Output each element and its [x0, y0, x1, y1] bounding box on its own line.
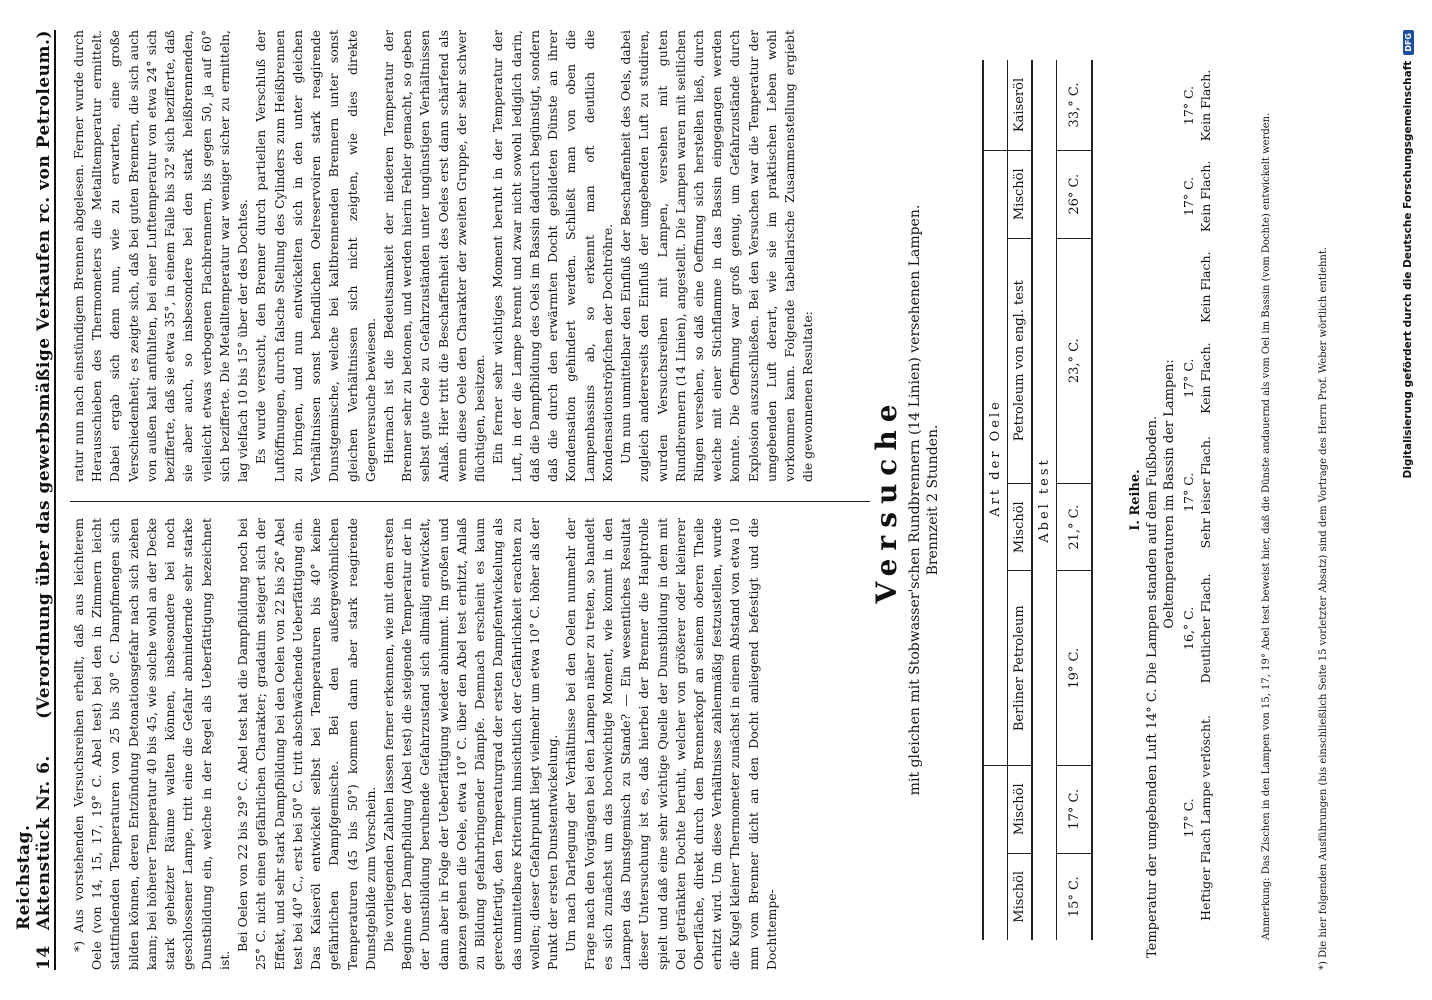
table-cell: 21,° C.	[1057, 483, 1093, 571]
table-cell: 16,° C.	[1181, 606, 1196, 650]
table-cell: Heftiger Flach Lampe verlöscht.	[1198, 714, 1213, 921]
reihe-line: Temperatur der umgebenden Luft 14° C. Die Lampen standen auf dem Fußboden.	[1145, 415, 1160, 958]
table-cell: 33,° C.	[1057, 60, 1093, 150]
table-cell: 17° C.	[1181, 472, 1196, 512]
text-columns	[70, 30, 850, 970]
column-header: Kaiseröl	[1008, 60, 1033, 150]
oil-results-table	[982, 60, 1093, 940]
table-cell: 26° C.	[1057, 150, 1093, 238]
right-column	[70, 30, 818, 482]
digitization-credit	[1402, 30, 1414, 970]
column-header: Petroleum von engl. test	[1008, 238, 1033, 483]
table-cell: 17° C.	[1181, 176, 1196, 216]
column-header: Mischöl	[1008, 765, 1033, 853]
table-header-spacer	[983, 765, 1008, 940]
dfg-logo-icon: DFG	[1403, 30, 1414, 55]
column-divider	[70, 501, 870, 502]
anmerkung-text: Das Zischen in den Lampen von 15, 17, 19° Abel test beweist hier, daß die Dünste andauernd als vom Oel im Bassin (vom Dochte) entwickelt werden.	[1261, 112, 1272, 875]
page-header	[14, 30, 56, 970]
table-cell: Kein Flach.	[1198, 160, 1213, 233]
header-left-title: Reichstag. Aktenstück Nr. 6.	[14, 755, 54, 930]
table-row	[1197, 60, 1214, 940]
paragraph: Ein ferner sehr wichtiges Moment beruht in der Temperatur der Luft, in der die Lampe brennt und zwar nicht sowohl lediglich darin, daß die Dampfbildung des Oels im Bassin dadurch begünstigt, sondern daß die durch den erwärmten Docht gebildeten Dünste an ihrer Kondensation gehindert werden. Schließt man von oben die Lampenbassins ab, so erkennt man oft deutlich die Kondensationströpfchen der Dochtröhre.	[490, 30, 615, 482]
paragraph: Um nach Darlegung der Verhältnisse bei den Oelen nunmehr der Frage nach den Vorgängen bei den Lampen näher zu treten, so handelt es sich zunächst um das hochwichtige Moment, wie kommt in den Lampen das Dunstgemisch zu Stande? — Ein wesentliches Resultat dieser Untersuchung ist es, daß hierbei der Brenner die Hauptrolle spielt und daß eine sehr wichtige Quelle der Dunstbildung in dem mit Oel getränkten Dochte beruht, welcher von größerer oder kleinerer Oberfläche, direkt durch den Brennerkopf an seinem oberen Theile erhitzt wird. Um diese Verhältnisse zahlenmäßig festzustellen, wurde die Kugel kleiner Thermometer zunächst in einem Abstand von etwa 10 mm vom Brenner dicht an den Docht anliegend befestigt und die Dochttempe-	[563, 518, 779, 970]
lamp-results-table	[1180, 60, 1214, 940]
table-row	[1057, 60, 1093, 940]
column-header: Mischöl	[1008, 483, 1033, 571]
versuche-subtitle: mit gleichen mit Stobwasser'schen Rundbrennern (14 Linien) versehenen Lampen.	[907, 204, 923, 796]
footnote: *) Die hier folgenden Ausführungen (bis einschließlich Seite 15 vorletzter Absatz) sind dem Vortrage des Herrn Prof. Weber wörtlich entlehnt.	[1318, 246, 1329, 970]
paragraph: *) Aus vorstehenden Versuchsreihen erhellt, daß aus leichterem Oele (von 14, 15, 17, 19° C. Abel test) bei den in Zimmern leicht stattfindenden Temperaturen von 25 bis 30° C. Dampfmengen sich bilden können, deren Entzündung Detonationsgefahr nach sich ziehen kann; bei höherer Temperatur 40 bis 45, wie solche wohl an der Decke stark geheizter Räume walten können, insbesondere bei noch geschlossener Lampe, tritt eine die Gefahr abmindernde sehr starke Dunstbildung ein, welche in der Regel als Ueberfättigung bezeichnet ist.	[71, 518, 232, 970]
column-header: Mischöl	[1008, 150, 1033, 238]
column-header: Mischöl	[1008, 853, 1033, 940]
table-cell: 17° C.	[1181, 798, 1196, 838]
table-cell	[1180, 242, 1197, 333]
abel-test-label: Abel test	[1032, 60, 1057, 940]
reihe-section	[1128, 30, 1177, 970]
paragraph: Bei Oelen von 22 bis 29° C. Abel test hat die Dampfbildung noch bei 25° C. nicht einen gefährlichen Charakter; gradatim steigert sich der Effekt, und sehr stark Dampfbildung bei den Oelen von 22 bis 26° Abel test bei 40° C., erst bei 50° C. tritt abschwächende Ueberfättigung ein. Das Kaiseröl entwickelt selbst bei Temperaturen bis 40° keine gefährlichen Dampfgemische. Bei den außergewöhnlichen Temperaturen (45 bis 50°) kommen dann aber stark reagirende Dunstgebilde zum Vorschein.	[235, 518, 378, 970]
left-column	[70, 518, 781, 970]
versuche-title: Versuche	[870, 396, 903, 604]
table-cell: 23,° C.	[1057, 238, 1093, 483]
table-cell: Kein Flach.	[1198, 342, 1213, 414]
column-header: Berliner Petroleum	[1008, 571, 1033, 765]
versuche-heading	[870, 30, 941, 970]
paragraph: Um nun unmittelbar den Einfluß der Beschaffenheit des Oels, dabei zugleich andererseits den Einfluß der umgebenden Luft zu studiren, wurden Versuchsreihen mit Lampen, versehen mit guten Rundbrennern (14 Linien), angestellt. Die Lampen waren mit seitlichen Ringen versehen, so daß eine Oeffnung sich herstellen ließ, durch welche mit einer Stichflamme in das Bassin eingegangen werden konnte. Die Oeffnung war groß genug, um Gefahrzustände durch Explosion auszuschließen. Bei den Versuchen war die Temperatur der umgebenden Luft derart, wie sie im praktischen Leben wohl vorkommen kann. Folgende tabellarische Zusammenstellung ergiebt die gewonnenen Resultate:	[618, 30, 816, 482]
table-cell: Sehr leiser Flach.	[1198, 436, 1213, 549]
anmerkung-note	[1260, 80, 1274, 940]
page-number: 14	[34, 945, 54, 970]
reihe-title: I. Reihe.	[1128, 469, 1143, 531]
table-cell: 17° C.	[1181, 358, 1196, 398]
table-row	[1180, 60, 1197, 940]
brennzeit: Brennzeit 2 Stunden.	[925, 424, 941, 576]
table-cell: Deutlicher Flach.	[1198, 573, 1213, 684]
table-cell: 17° C.	[1181, 85, 1196, 126]
paragraph: Hiernach ist die Bedeutsamkeit der niederen Temperatur der Brenner sehr zu betonen, und werden hierin Fehler gemacht, so geben selbst gute Oele zu Gefahrzuständen unter ungünstigen Verhältnissen Anlaß. Hier tritt die Beschaffenheit des Oeles erst dann schärfend als wenn diese Oele den Charakter der zweiten Gruppe, der sehr schwer flüchtigen, besitzen.	[380, 30, 488, 482]
table-cell: 17° C.	[1057, 765, 1093, 853]
table-cell: 19° C.	[1057, 571, 1093, 765]
table-cell: 15° C.	[1057, 853, 1093, 940]
credit-text: Digitalisierung gefördert durch die Deutsche Forschungsgemeinschaft	[1402, 60, 1414, 479]
paragraph: Die vorliegenden Zahlen lassen ferner erkennen, wie mit dem ersten Beginne der Dampfbildung (Abel test) die steigende Temperatur der in der Dunstbildung beruhende Gefahrzustand sich allmälig entwickelt, dann aber in Folge der Ueberfättigung wieder abnimmt. Im großen und ganzen gehen die Oele, etwa 10° C. über den Abel test erhitzt, Anlaß zu Bildung gefahrbringender Dämpfe. Demnach erscheint es kaum gerechtfertigt, den Temperaturgrad der ersten Dampfentwickelung als das unmittelbare Kriterium hinsichtlich der Gefährlichkeit erachten zu wollen; dieser Gefahrpunkt liegt vielmehr um etwa 10° C. höher als der Punkt der ersten Dunstentwickelung.	[380, 518, 561, 970]
paragraph: ratur nun nach einstündigem Brennen abgelesen. Ferner wurde durch Herausschieben des Thermometers die Metalltemperatur ermittelt. Dabei ergab sich denn nun, wie zu erwarten, eine große Verschiedenheit; es zeigte sich, daß bei guten Brennern, die sich auch von außen kalt anfühlten, bei einer Lufttemperatur von etwa 24° sich bezifferte, daß sie etwa 35°, in einem Falle bis 32° sich bezifferte, daß sie aber auch, so insbesondere bei den stark heißbrennenden, vielleicht etwas verbogenen Flachbrennern, bis gegen 50, ja auf 60° sich bezifferte. Die Metalltemperatur war weniger sicher zu ermitteln, lag vielfach 10 bis 15° über der des Dochtes.	[71, 30, 251, 482]
table-cell: Kein Flach.	[1198, 69, 1213, 142]
anmerkung-label: Anmerkung:	[1261, 877, 1272, 940]
table-cell: Kein Flach.	[1198, 251, 1213, 324]
table-group-header: Art der Oele	[983, 150, 1008, 765]
table-header-spacer	[983, 60, 1008, 150]
header-right-title: (Verordnung über das gewerbsmäßige Verkaufen rc. von Petroleum.)	[34, 30, 54, 719]
paragraph: Es wurde versucht, den Brenner durch partiellen Verschluß der Luftöffnungen, durch falsche Stellung des Cylinders zum Heißbrennen zu bringen, und nun entwickelten sich in den unter gleichen Verhältnissen sonst befindlichen Oelreservoiren stark reagirende Dunstgemische, welche bei kaltbrennenden Brennern unter sonst gleichen Verhältnissen sich nicht zeigten, wie dies direkte Gegenversuche bewiesen.	[253, 30, 378, 482]
reihe-line: Oeltemperaturen im Bassin der Lampen:	[1162, 359, 1177, 629]
